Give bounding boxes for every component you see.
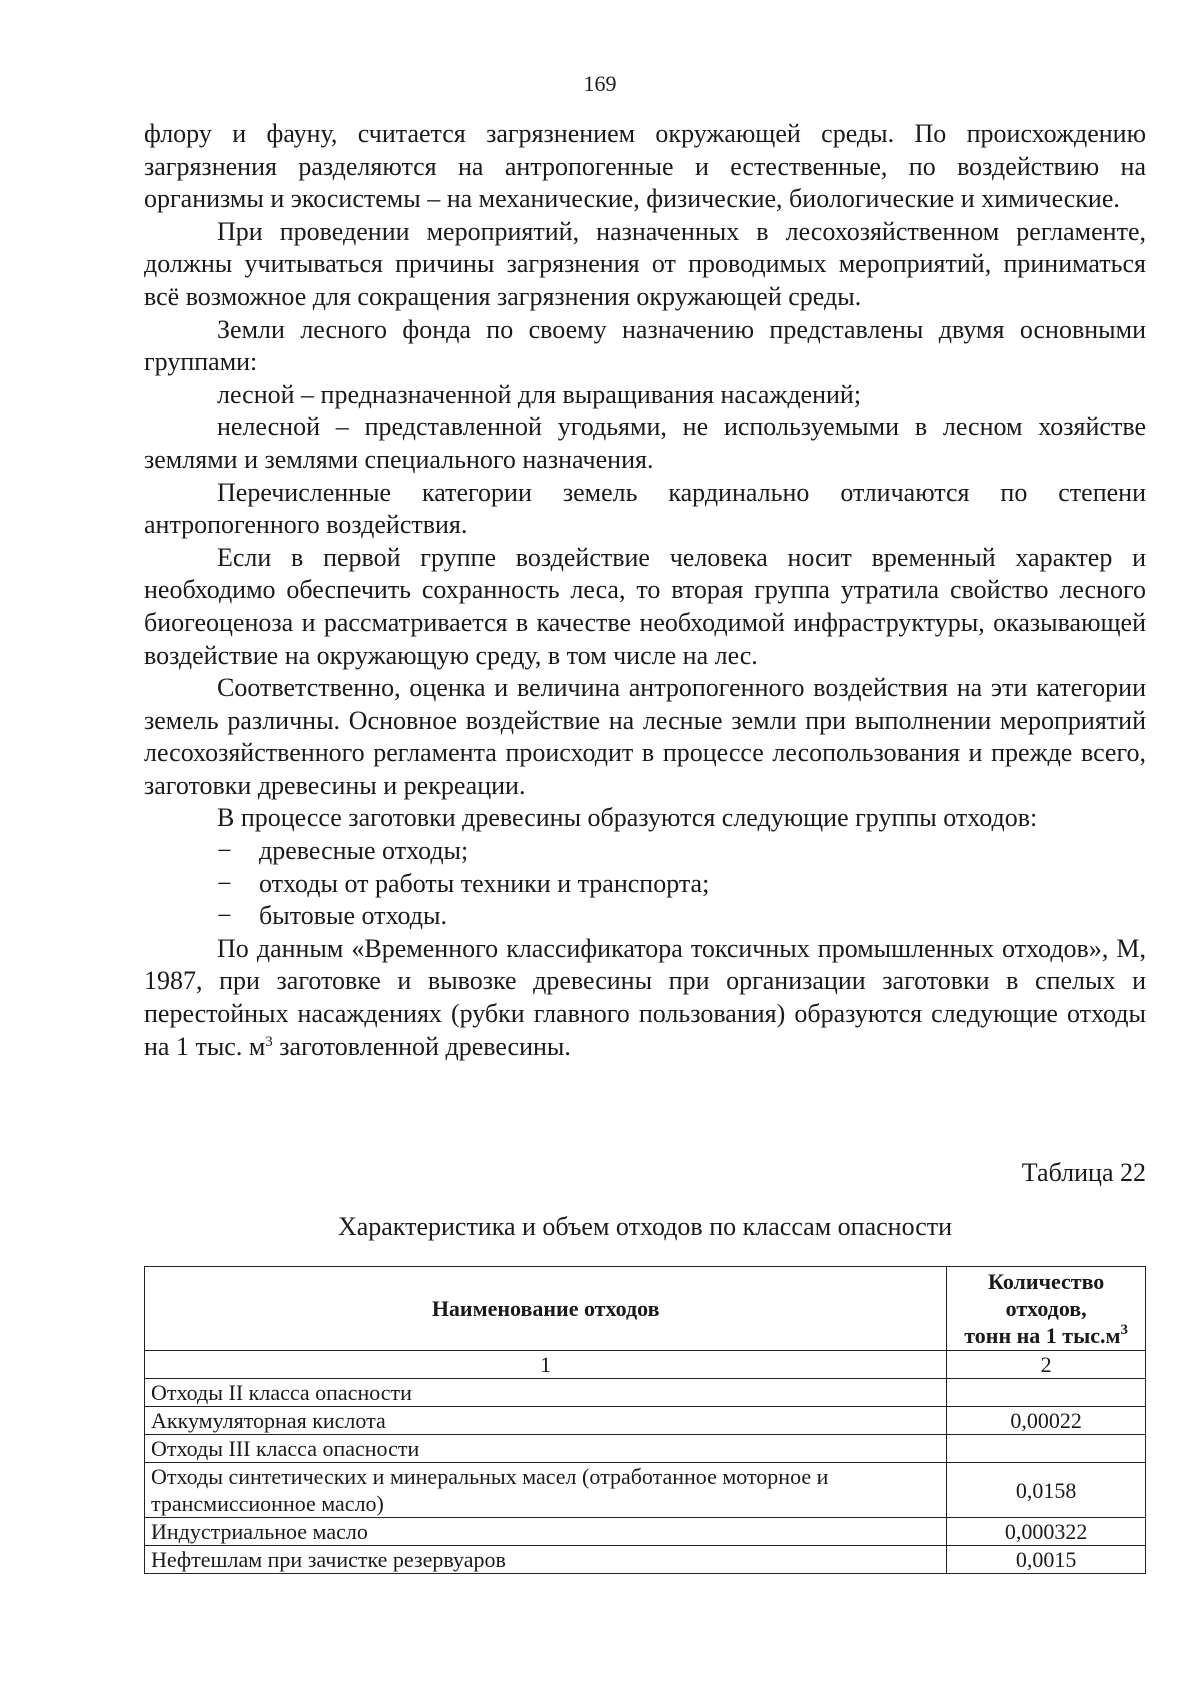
bullet-dash: − (217, 901, 232, 931)
list-item-text: отходы от работы техники и транспорта; (259, 868, 710, 898)
column-number-row (145, 1351, 1146, 1379)
list-item (144, 900, 1146, 933)
waste-name: Отходы синтетических и минеральных масел (отработанное моторное и трансмиссионное масло) (145, 1463, 947, 1518)
waste-name: Отходы II класса опасности (145, 1379, 947, 1407)
waste-quantity (947, 1435, 1146, 1463)
table-row (145, 1546, 1146, 1574)
waste-table (144, 1266, 1146, 1574)
header-quantity-line: тонн на 1 тыс.м (964, 1323, 1121, 1348)
table-row (145, 1379, 1146, 1407)
waste-quantity: 0,0015 (947, 1546, 1146, 1574)
paragraph: Перечисленные категории земель кардинально отличаются по степени антропогенного воздействия. (144, 477, 1146, 540)
waste-quantity: 0,00022 (947, 1407, 1146, 1435)
table-label: Таблица 22 (1021, 1158, 1146, 1187)
column-number: 1 (145, 1351, 947, 1379)
superscript: 3 (1120, 1322, 1129, 1338)
table-row (145, 1518, 1146, 1546)
header-quantity (947, 1267, 1146, 1351)
waste-name: Отходы III класса опасности (145, 1435, 947, 1463)
waste-quantity (947, 1379, 1146, 1407)
table-header-row (145, 1267, 1146, 1351)
header-name: Наименование отходов (145, 1267, 947, 1351)
bullet-dash: − (217, 868, 232, 898)
list-item-text: бытовые отходы. (259, 901, 447, 931)
paragraph: Соответственно, оценка и величина антропогенного воздействия на эти категории земель различны. Основное воздействие на лесные земли при выполнении мероприятий лесохозяйственного регламента происходит в процессе лесопользования и прежде всего, заготовки древесины и рекреации. (144, 673, 1146, 800)
column-number: 2 (947, 1351, 1146, 1379)
list-item-text: древесные отходы; (259, 836, 469, 866)
list-item (144, 868, 1146, 901)
paragraph (144, 933, 1146, 1063)
waste-quantity: 0,0158 (947, 1463, 1146, 1518)
paragraph: лесной – предназначенной для выращивания насаждений; (217, 379, 862, 409)
closing-tail: заготовленной древесины. (272, 1031, 571, 1061)
waste-name: Индустриальное масло (145, 1518, 947, 1546)
paragraph: Если в первой группе воздействие человека носит временный характер и необходимо обеспечить сохранность леса, то вторая группа утратила свойство лесного биогеоценоза и рассматривается в качестве необходимой инфраструктуры, оказывающей воздействие на окружающую среду, в том числе на лес. (144, 542, 1146, 670)
waste-name: Аккумуляторная кислота (145, 1407, 947, 1435)
body-text (144, 118, 1146, 1063)
table-row (145, 1407, 1146, 1435)
bullet-dash: − (217, 836, 232, 866)
paragraph: Земли лесного фонда по своему назначению представлены двумя основными группами: (144, 314, 1146, 377)
list-item (144, 835, 1146, 868)
paragraph: При проведении мероприятий, назначенных в лесохозяйственном регламенте, должны учитываться причины загрязнения от проводимых мероприятий, приниматься всё возможное для сокращения загрязнения окружающей среды. (144, 216, 1146, 311)
paragraph: нелесной – представленной угодьями, не используемыми в лесном хозяйстве землями и землями специального назначения. (144, 412, 1146, 474)
paragraph: флору и фауну, считается загрязнением окружающей среды. По происхождению загрязнения разделяются на антропогенные и естественные, по воздействию на организмы и экосистемы – на механические, физические, биологические и химические. (144, 119, 1146, 214)
table-row (145, 1435, 1146, 1463)
table-title: Характеристика и объем отходов по классам опасности (337, 1212, 953, 1241)
waste-quantity: 0,000322 (947, 1518, 1146, 1546)
superscript: 3 (265, 1033, 273, 1050)
waste-name: Нефтешлам при зачистке резервуаров (145, 1546, 947, 1574)
table-row (145, 1463, 1146, 1518)
header-quantity-line: Количество (987, 1269, 1105, 1294)
page-number: 169 (583, 71, 617, 96)
closing-text: По данным «Временного классификатора токсичных промышленных отходов», М, 1987, при заготовке и вывозке древесины при организации заготовки в спелых и перестойных насаждениях (рубки главного пользования) образуются следующие отходы на 1 тыс. м (144, 933, 1146, 1061)
header-quantity-line: отходов, (1005, 1296, 1087, 1321)
paragraph: В процессе заготовки древесины образуются следующие группы отходов: (217, 803, 1038, 833)
